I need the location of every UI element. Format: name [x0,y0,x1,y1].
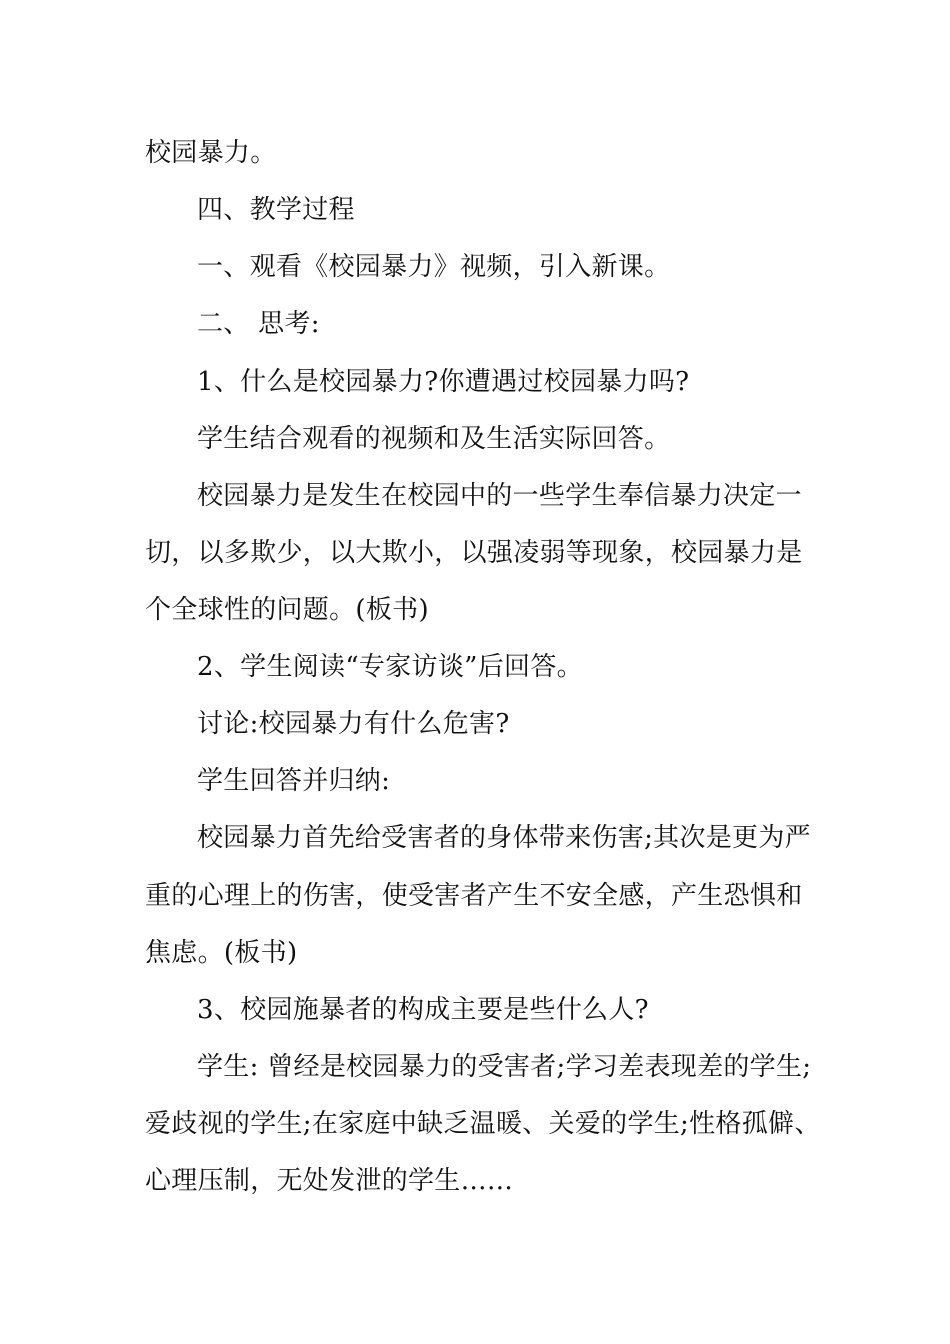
text-line: 二、 思考: [197,309,320,339]
text-line: 3、校园施暴者的构成主要是些什么人? [197,995,649,1025]
text-line: 爱歧视的学生;在家庭中缺乏温暖、关爱的学生;性格孤僻、 [145,1109,821,1139]
text-line: 校园暴力是发生在校园中的一些学生奉信暴力决定一 [197,481,802,511]
text-line: 心理压制，无处发泄的学生…… [145,1166,514,1196]
text-line: 学生结合观看的视频和及生活实际回答。 [197,424,671,454]
text-line: 1、什么是校园暴力?你遭遇过校园暴力吗? [197,367,690,397]
text-line: 学生回答并归纳: [197,766,391,796]
text-line: 个全球性的问题。(板书) [145,595,429,625]
section-heading: 四、教学过程 [197,195,355,225]
text-line: 讨论:校园暴力有什么危害? [197,709,510,739]
text-line: 学生: 曾经是校园暴力的受害者;学习差表现差的学生; [197,1052,812,1082]
text-line: 校园暴力首先给受害者的身体带来伤害;其次是更为严 [197,823,811,853]
text-line: 切，以多欺少，以大欺小，以强凌弱等现象，校园暴力是 [145,538,803,568]
text-line: 一、观看《校园暴力》视频，引入新课。 [197,252,671,282]
text-line: 重的心理上的伤害，使受害者产生不安全感，产生恐惧和 [145,881,803,911]
text-line: 2、学生阅读“专家访谈”后回答。 [197,652,583,682]
text-line: 焦虑。(板书) [145,938,298,968]
text-line: 校园暴力。 [145,138,277,168]
